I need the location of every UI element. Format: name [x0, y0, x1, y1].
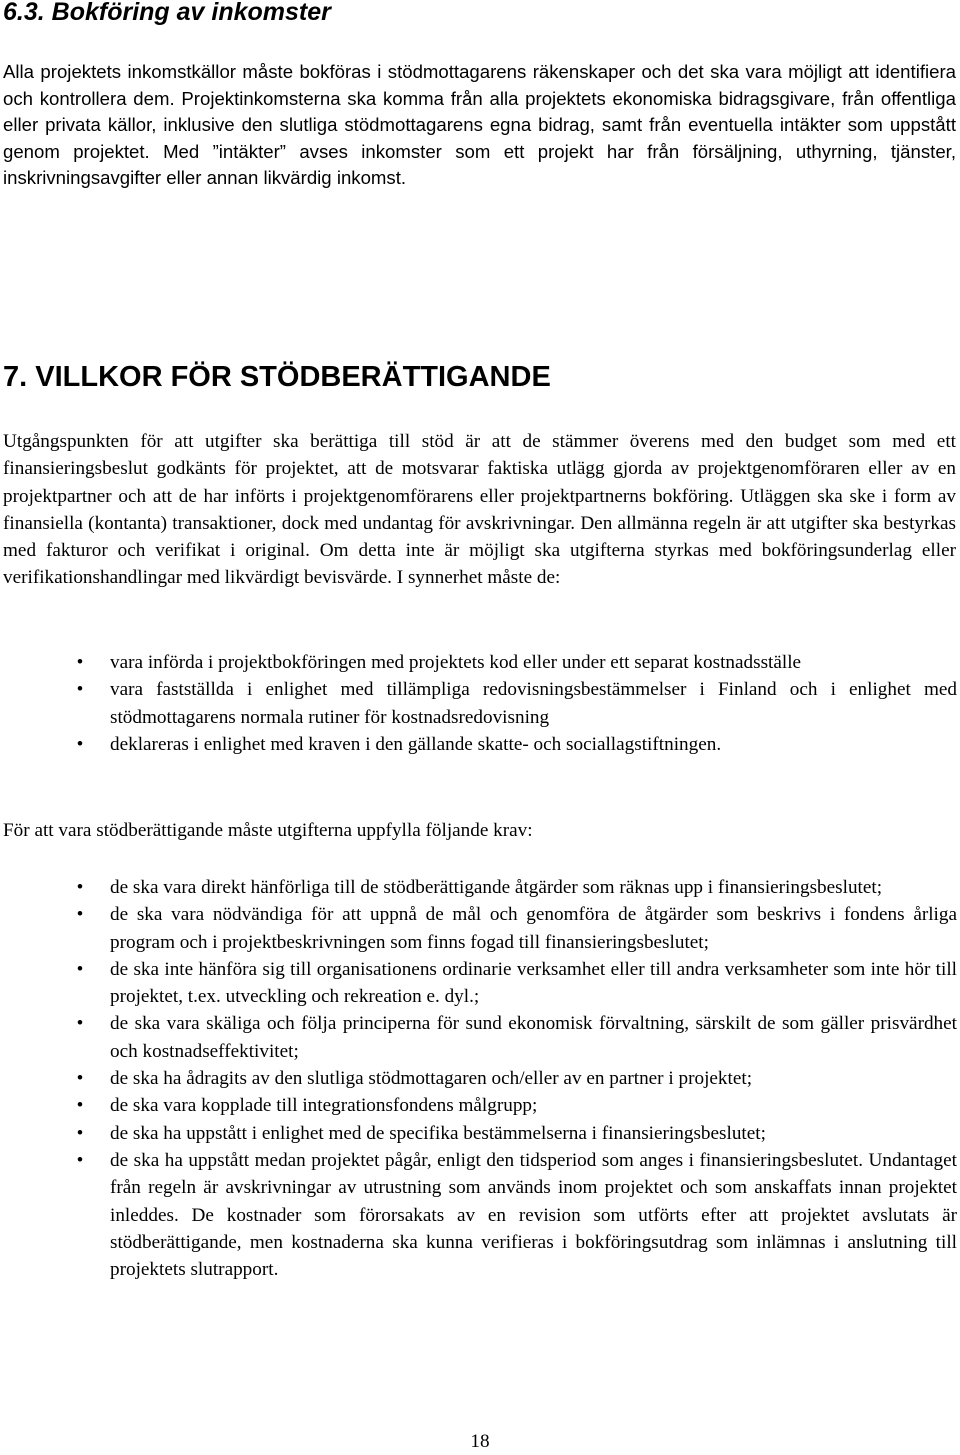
list-item: • de ska vara nödvändiga för att uppnå de mål och genomföra de åtgärder som beskrivs i fondens årliga program och i projektbeskrivningen som finns fogad till finansieringsbeslutet; — [0, 901, 960, 956]
bullet-icon: • — [76, 877, 84, 898]
bullet-icon: • — [76, 679, 84, 701]
list-item: • de ska vara skäliga och följa principerna för sund ekonomisk förvaltning, särskilt de som gäller prisvärdhet och kostnadseffektivitet; — [0, 1010, 960, 1065]
list-item: • vara införda i projektbokföringen med projektets kod eller under ett separat kostnadsställe — [0, 649, 960, 676]
chapter-paragraph: Utgångspunkten för att utgifter ska berättiga till stöd är att de stämmer överens med den budget som med ett finansieringsbeslut godkänts för projektet, att de motsvarar faktiska utlägg gjorda av projektgenomföraren eller av en projektpartner och att de har införts i projektgenomförarens eller projektpartnerns bokföring. Utläggen ska ske i form av finansiella (kontanta) transaktioner, dock med undantag för avskrivningar. Den allmänna regeln är att utgifter ska bestyrkas med fakturor och verifikat i original. Om detta inte är möjligt ska utgifterna styrkas med bokföringsunderlag eller verifikationshandlingar med likvärdigt bevisvärde. I synnerhet måste de: — [3, 431, 956, 589]
bullet-icon: • — [76, 904, 84, 926]
bullet-icon: • — [76, 1149, 84, 1171]
section-heading: 6.3. Bokföring av inkomster — [3, 0, 331, 26]
bullet-icon: • — [76, 1095, 84, 1117]
page-number: 18 — [470, 1431, 490, 1452]
bullet-icon: • — [76, 958, 84, 980]
list-item: • de ska vara kopplade till integrationsfondens målgrupp; — [0, 1092, 960, 1119]
list-item: • deklareras i enlighet med kraven i den gällande skatte- och sociallagstiftningen. — [0, 731, 960, 758]
bullet-icon: • — [76, 652, 84, 673]
list-item: • de ska ha uppstått i enlighet med de specifika bestämmelserna i finansieringsbeslutet; — [0, 1120, 960, 1147]
chapter-heading: 7. VILLKOR FÖR STÖDBERÄTTIGANDE — [3, 361, 551, 393]
bullet-icon: • — [76, 733, 84, 755]
section-paragraph: Alla projektets inkomstkällor måste bokföras i stödmottagarens räkenskaper och det ska vara möjligt att identifiera och kontrollera dem. Projektinkomsterna ska komma från alla projektets ekonomiska bidragsgivare, från offentliga eller privata källor, inklusive den slutliga stödmottagarens egna bidrag, samt från eventuella intäkter som uppstått genom projektet. Med ”intäkter” avses inkomster som ett projekt har från försäljning, uthyrning, tjänster, inskrivningsavgifter eller annan likvärdig inkomst. — [3, 61, 956, 189]
bullet-icon: • — [76, 1068, 84, 1090]
requirements-intro: För att vara stödberättigande måste utgifterna uppfylla följande krav: — [3, 820, 533, 841]
list-item: • de ska ha uppstått medan projektet pågår, enligt den tidsperiod som anges i finansieringsbeslutet. Undantaget från regeln är avskrivningar av utrustning som används inom projektet och som anskaffats innan projektet inleddes. De kostnader som förorsakats av en revision som utförts efter att projektet avslutats är stödberättigande, men kostnaderna ska kunna verifieras i bokföringsutdrag som inlämnas i anslutning till projektets slutrapport. — [0, 1147, 960, 1283]
list-item: • de ska vara direkt hänförliga till de stödberättigande åtgärder som räknas upp i finansieringsbeslutet; — [0, 874, 960, 901]
list-item: • de ska inte hänföra sig till organisationens ordinarie verksamhet eller till andra verksamheter som inte hör till projektet, t.ex. utveckling och rekreation e. dyl.; — [0, 956, 960, 1011]
list-item: • de ska ha ådragits av den slutliga stödmottagaren och/eller av en partner i projektet; — [0, 1065, 960, 1092]
bullet-icon: • — [76, 1122, 84, 1144]
requirements-list — [0, 874, 960, 1283]
eligibility-list — [0, 649, 960, 758]
bullet-icon: • — [76, 1013, 84, 1035]
list-item: • vara fastställda i enlighet med tillämpliga redovisningsbestämmelser i Finland och i enlighet med stödmottagarens normala rutiner för kostnadsredovisning — [0, 676, 960, 731]
